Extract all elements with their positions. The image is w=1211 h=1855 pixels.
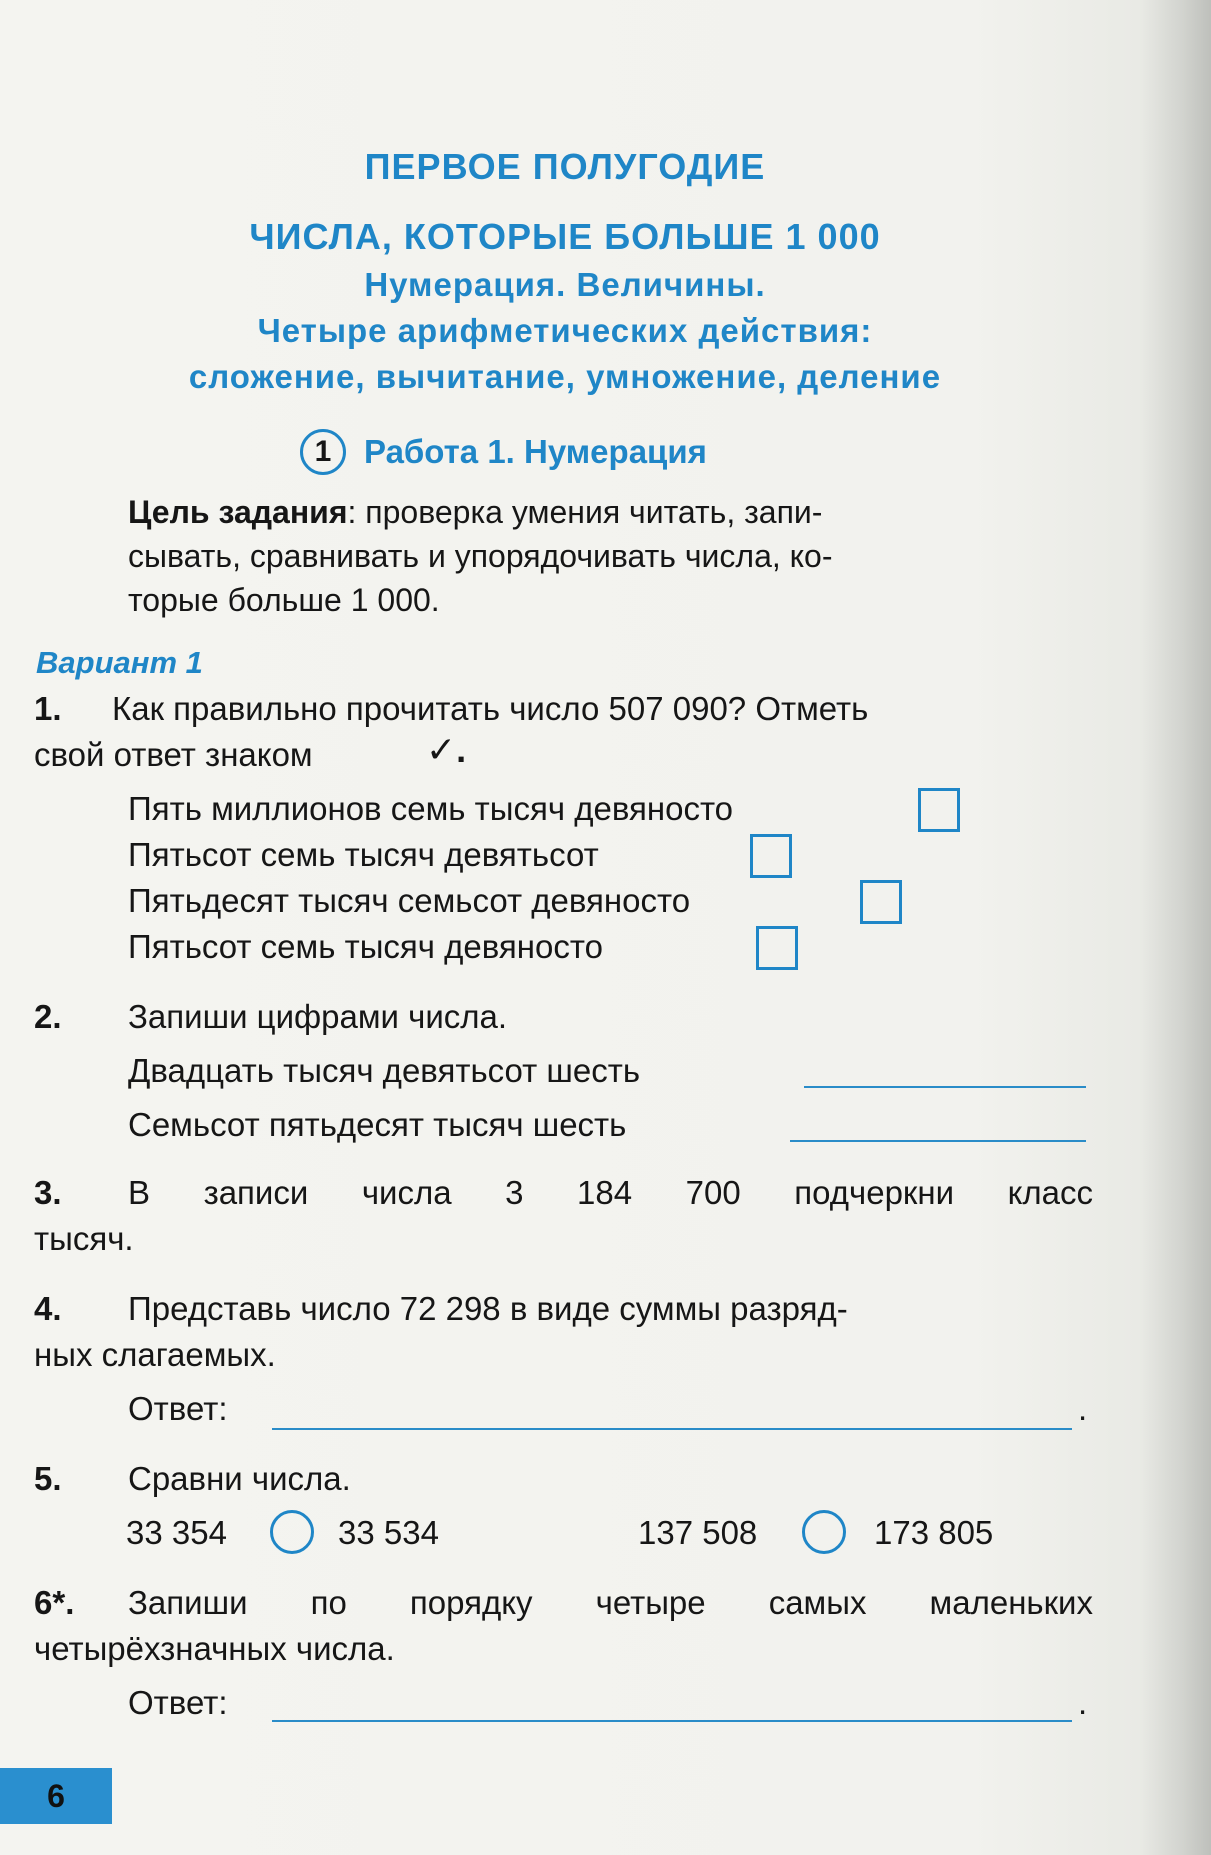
task6-line1: Запиши по порядку четыре самых маленьких: [128, 1584, 1093, 1621]
task6-answer-dot: .: [1078, 1684, 1088, 1721]
task5-compare-circle-2[interactable]: [802, 1510, 846, 1554]
task2-answer-line-2[interactable]: [790, 1140, 1086, 1142]
task5-text: Сравни числа.: [128, 1460, 351, 1497]
work-title: [300, 422, 707, 482]
task5-pair2-right: 173 805: [874, 1514, 994, 1551]
work-title-text: Работа 1. Нумерация: [364, 433, 707, 470]
operations-heading-line1: Четыре арифметических действия:: [257, 312, 873, 349]
task1-option-3: Пятьдесят тысяч семьсот девяносто: [128, 882, 691, 919]
task1-option-1: Пять миллионов семь тысяч девяносто: [128, 790, 734, 827]
task4-answer-dot: .: [1078, 1390, 1088, 1427]
task1-option-2-checkbox[interactable]: [750, 834, 792, 878]
task2-number: 2.: [34, 998, 62, 1035]
goal-line-3: торые больше 1 000.: [128, 582, 440, 618]
semester-heading: ПЕРВОЕ ПОЛУГОДИЕ: [364, 146, 766, 187]
task3-number: 3.: [34, 1174, 62, 1211]
task6-number: 6*.: [34, 1584, 75, 1621]
task5-compare-circle-1[interactable]: [270, 1510, 314, 1554]
variant-label: Вариант 1: [36, 645, 203, 680]
subtopic-heading: Нумерация. Величины.: [364, 266, 766, 303]
task1-number: 1.: [34, 690, 62, 727]
page-fold-shadow: [1141, 0, 1211, 1855]
task5-number: 5.: [34, 1460, 62, 1497]
task2-item-2: Семьсот пятьдесят тысяч шесть: [128, 1106, 627, 1143]
task4-answer-line[interactable]: [272, 1428, 1072, 1430]
task4-number: 4.: [34, 1290, 62, 1327]
goal-line-2: сывать, сравнивать и упорядочивать числа, ко-: [128, 538, 833, 574]
task6-line2: четырёхзначных числа.: [34, 1630, 395, 1667]
task2-answer-line-1[interactable]: [804, 1086, 1086, 1088]
task3-line2: тысяч.: [34, 1220, 134, 1257]
goal-label: Цель задания: [128, 494, 348, 530]
task1-line1: Как правильно прочитать число 507 090? Отметь: [112, 690, 869, 727]
work-number-badge: 1: [300, 429, 346, 475]
task1-option-2: Пятьсот семь тысяч девятьсот: [128, 836, 599, 873]
operations-heading-line2: сложение, вычитание, умножение, деление: [188, 358, 942, 395]
task4-line2: ных слагаемых.: [34, 1336, 276, 1373]
checkmark-icon: ✓.: [426, 729, 467, 770]
task6-answer-line[interactable]: [272, 1720, 1072, 1722]
task4-line1: Представь число 72 298 в виде суммы разряд-: [128, 1290, 848, 1327]
task1-option-3-checkbox[interactable]: [860, 880, 902, 924]
goal-text-1: : проверка умения читать, запи-: [347, 494, 823, 530]
task1-option-1-checkbox[interactable]: [918, 788, 960, 832]
task2-text: Запиши цифрами числа.: [128, 998, 508, 1035]
task6-answer-label: Ответ:: [128, 1684, 228, 1721]
page-number-tab: 6: [0, 1768, 112, 1824]
task3-line1: В записи числа 3 184 700 подчеркни класс: [128, 1174, 1093, 1211]
task4-answer-label: Ответ:: [128, 1390, 228, 1427]
task2-item-1: Двадцать тысяч девятьсот шесть: [128, 1052, 641, 1089]
task1-option-4: Пятьсот семь тысяч девяносто: [128, 928, 603, 965]
goal-line-1: [128, 496, 822, 528]
topic-heading: ЧИСЛА, КОТОРЫЕ БОЛЬШЕ 1 000: [249, 216, 881, 257]
task5-pair1-left: 33 354: [126, 1514, 227, 1551]
task1-line2: свой ответ знаком: [34, 736, 313, 773]
task1-option-4-checkbox[interactable]: [756, 926, 798, 970]
task5-pair2-left: 137 508: [638, 1514, 758, 1551]
task5-pair1-right: 33 534: [338, 1514, 439, 1551]
